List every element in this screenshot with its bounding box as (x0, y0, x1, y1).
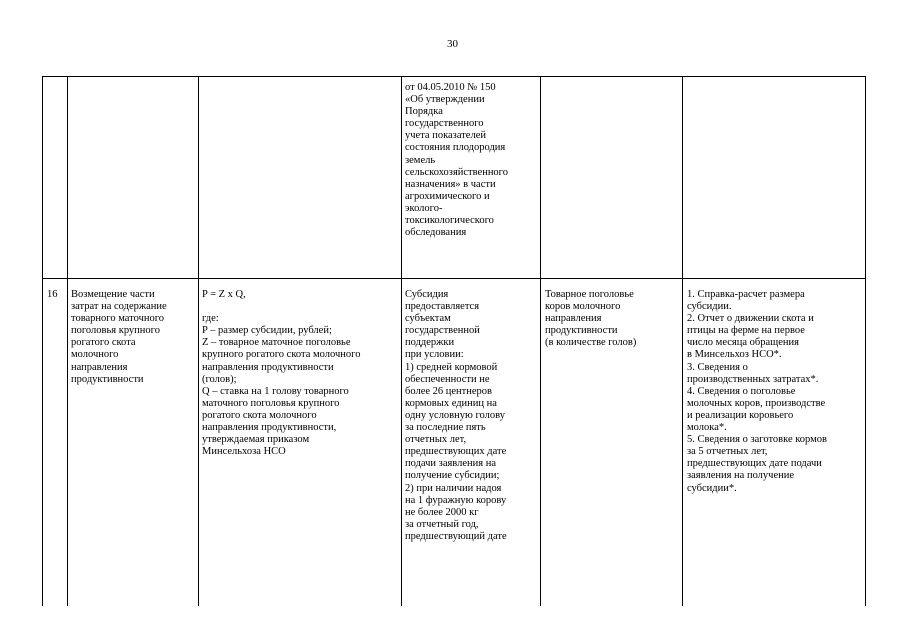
table-border-right (865, 76, 866, 606)
formula-cell: P = Z x Q, где: P – размер субсидии, рублей; Z – товарное маточное поголовье крупного рогатого скота молочного направления продуктивности (голов); Q – ставка на 1 голову товарного маточного поголовья крупного рогатого скота молочного направления продуктивности, утверждаемая приказом Минсельхоза НСО (202, 289, 361, 458)
column-divider (682, 76, 683, 606)
table-border-left (42, 76, 43, 606)
column-divider (67, 76, 68, 606)
subsidy-table (42, 76, 866, 606)
column-divider (401, 76, 402, 606)
row-number-cell: 16 (47, 289, 58, 300)
page-number: 30 (447, 38, 458, 50)
table-border-top (42, 76, 866, 77)
column-divider (198, 76, 199, 606)
column-divider (540, 76, 541, 606)
conditions-cell: Субсидия предоставляется субъектам государственной поддержки при условии: 1) средней кормовой обеспеченности не более 26 центнеров кормовых единиц на одну условную голову за последние пять отчетных лет, предшествующих дате подачи заявления на получение субсидии; 2) при наличии надоя на 1 фуражную корову не более 2000 кг за отчетный год, предшествующий дате (405, 289, 507, 542)
indicator-cell: Товарное поголовье коров молочного направления продуктивности (в количестве голов) (545, 289, 637, 349)
measure-name-cell: Возмещение части затрат на содержание товарного маточного поголовья крупного рогатого скота молочного направления продуктивности (71, 289, 167, 385)
normative-document-cell: от 04.05.2010 № 150 «Об утверждении Порядка государственного учета показателей состояния плодородия земель сельскохозяйственного назначения» в части агрохимического и эколого- токсикологического обследования (405, 82, 508, 239)
documents-cell: 1. Справка-расчет размера субсидии. 2. Отчет о движении скота и птицы на ферме на первое число месяца обращения в Минсельхоз НСО*. 3. Сведения о производственных затратах*. 4. Сведения о поголовье молочных коров, производстве и реализации коровьего молока*. 5. Сведения о заготовке кормов за 5 отчетных лет, предшествующих дате подачи заявления на получение субсидии*. (687, 289, 828, 494)
row-divider (42, 278, 866, 279)
